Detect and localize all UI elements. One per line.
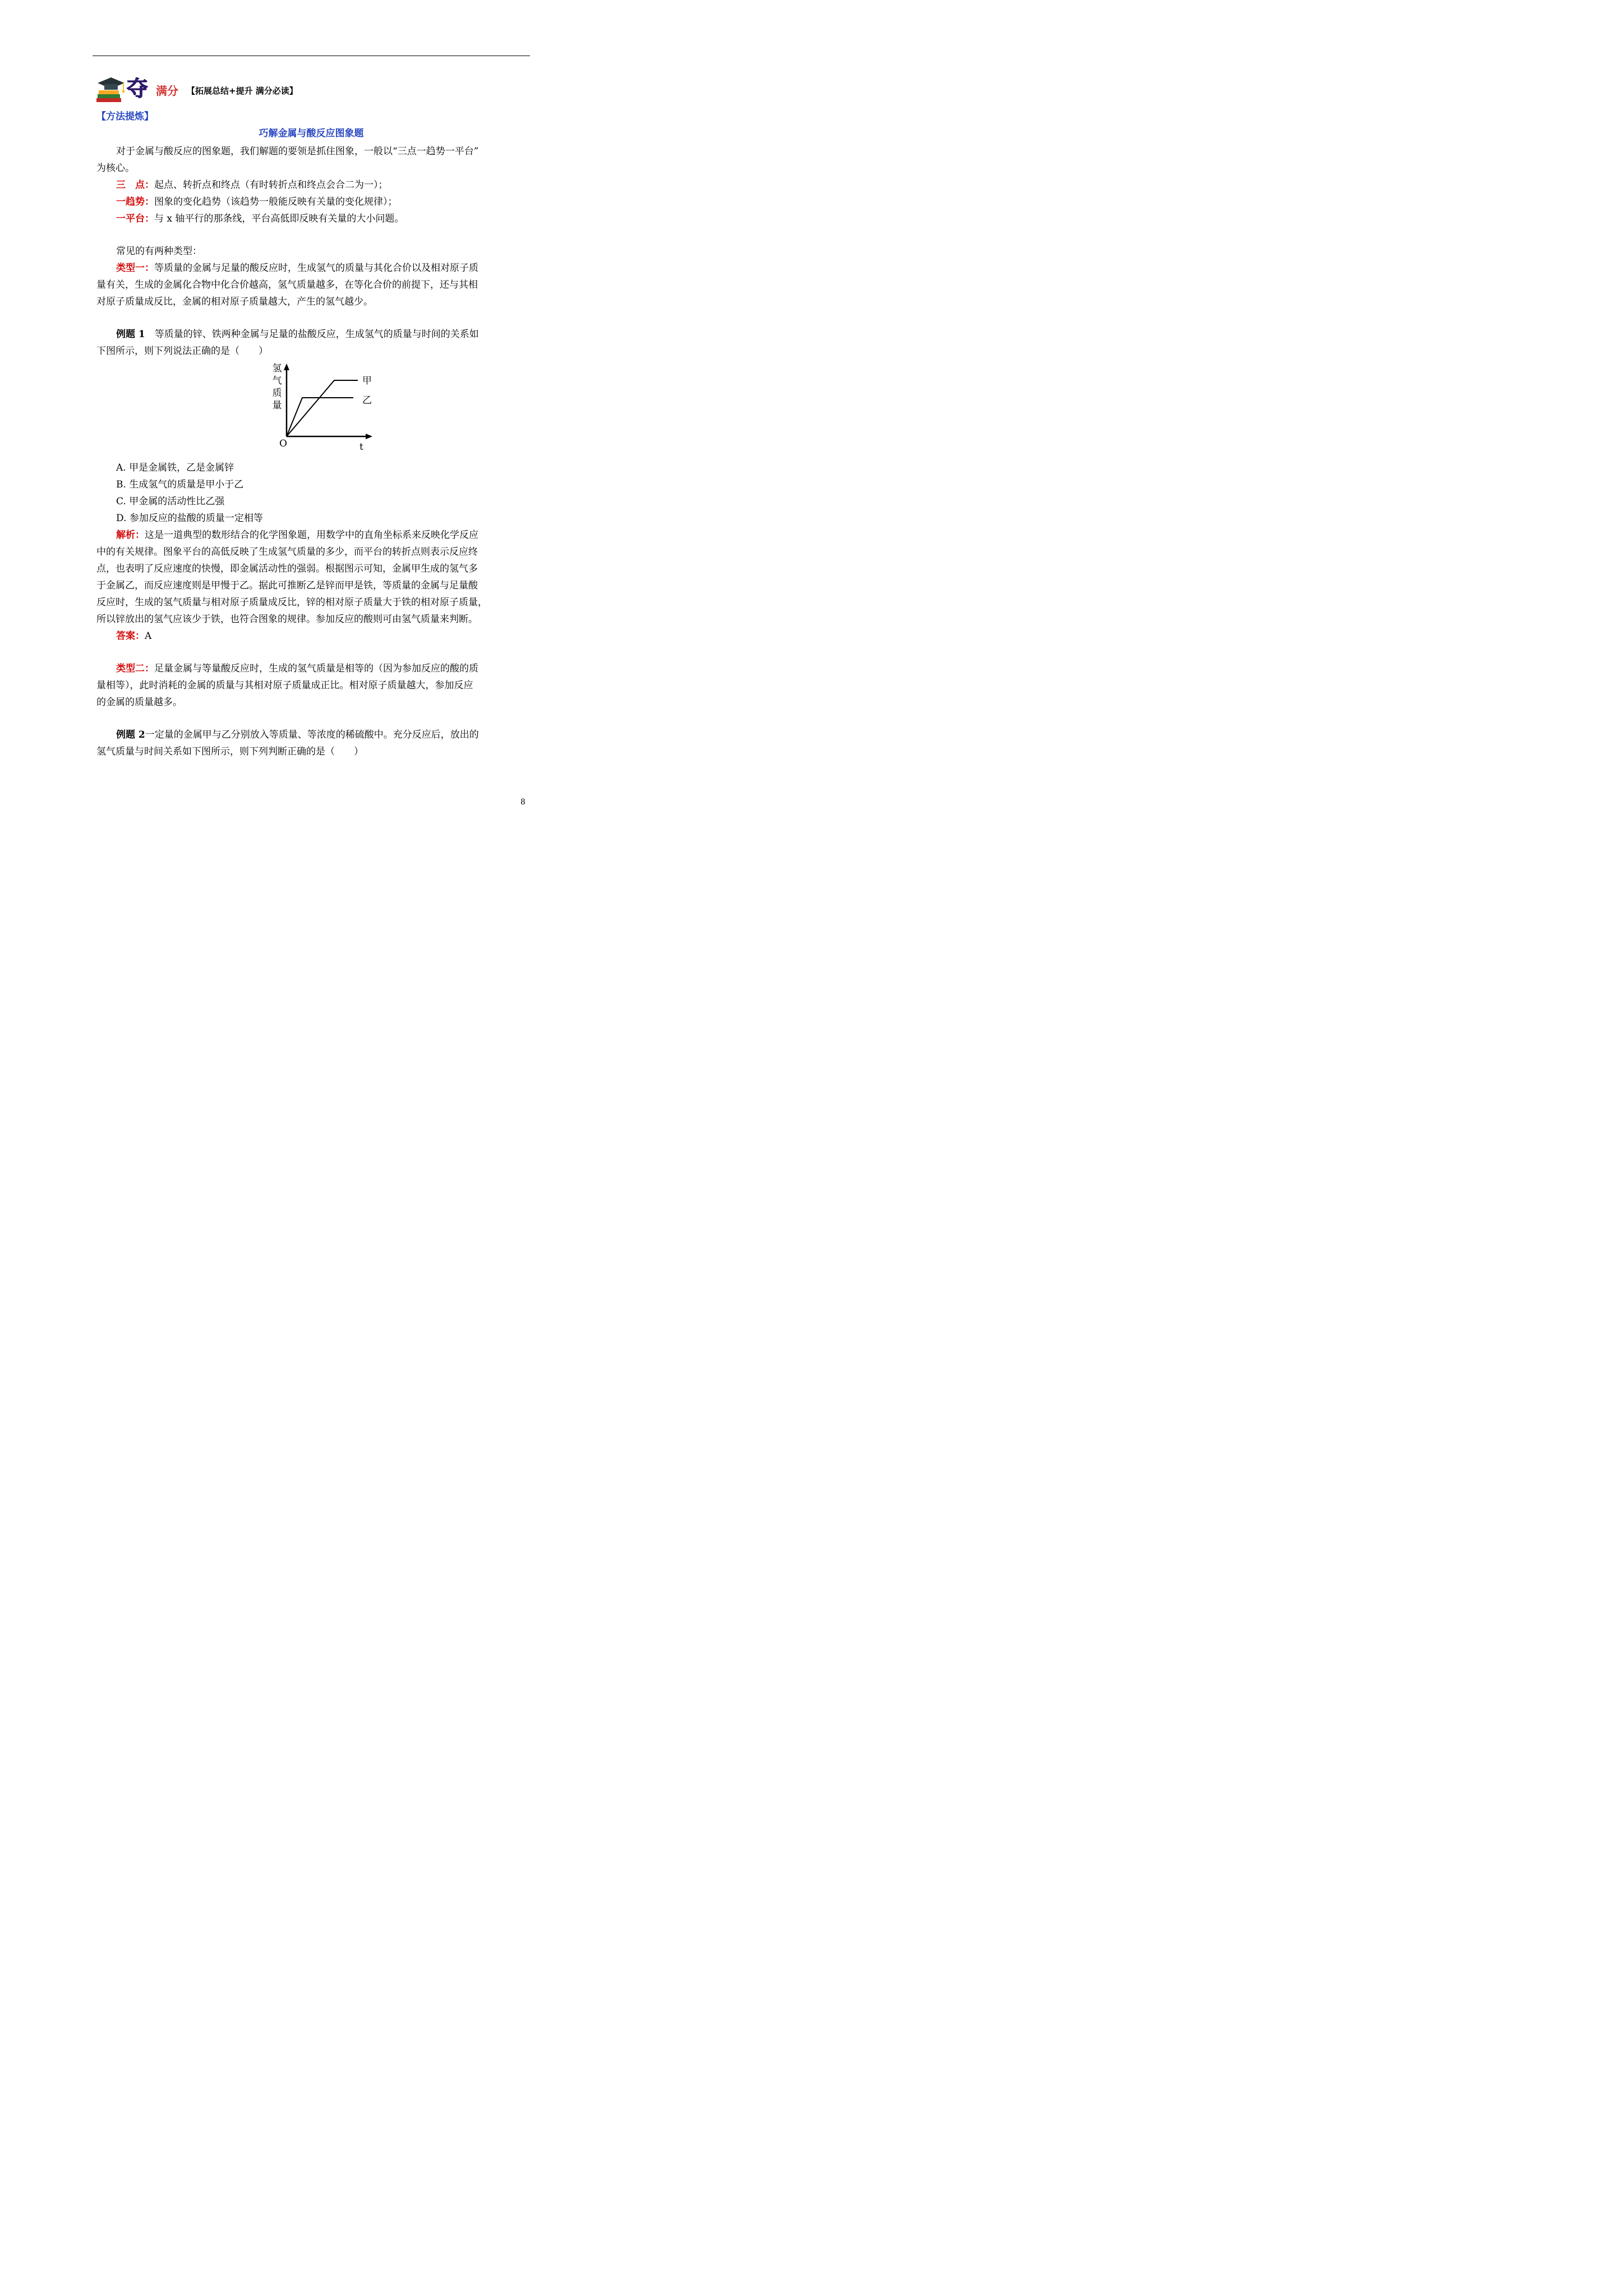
page-number: 8 [520,798,525,807]
manfen-banner [95,75,331,104]
series-line-yi [287,398,353,436]
hydrogen-mass-chart [264,360,376,455]
point-text: 图象的变化趋势（该趋势一般能反映有关量的变化规律）； [154,196,398,208]
x-axis-label: t [359,441,363,453]
point-row-3 [116,213,404,224]
option-a: A. 甲是金属铁，乙是金属锌 [116,462,234,473]
x-axis-arrow [366,434,372,439]
analysis-line-6: 所以锌放出的氢气应该少于铁，也符合图象的规律。参加反应的酸则可由氢气质量来判断。 [96,614,478,625]
analysis-line-3: 点，也表明了反应速度的快慢，即金属活动性的强弱。根据图示可知，金属甲生成的氢气多 [96,563,478,574]
type2-line-1 [116,663,478,674]
analysis-line-2: 中的有关规律。图象平台的高低反映了生成氢气质量的多少，而平台的转折点则表示反应终 [96,546,478,558]
answer-value: A [145,631,152,642]
analysis-text: 这是一道典型的数形结合的化学图象题，用数学中的直角坐标系来反映化学反应 [145,530,478,541]
type2-line-3: 的金属的质量越多。 [96,697,182,708]
series-label-jia: 甲 [362,375,372,386]
point-label: 三 点： [116,180,154,191]
analysis-line-5: 反应时，生成的氢气质量与相对原子质量成反比，锌的相对原子质量大于铁的相对原子质量， [96,597,487,608]
logo-word: 夺 [127,76,149,101]
option-c: C. 甲金属的活动性比乙强 [116,496,225,507]
point-label: 一平台： [116,213,154,224]
intro-line-1: 对于金属与酸反应的图象题，我们解题的要领是抓住图象，一般以“三点一趋势一平台” [116,146,479,157]
example1-line-1 [116,329,479,340]
y-axis-label-char: 氢 [272,363,282,374]
example2-line-1 [116,729,479,740]
y-axis-label-char: 质 [272,388,282,399]
section-label: 【方法提炼】 [96,111,154,122]
answer-row [116,631,151,642]
point-text: 起点、转折点和终点（有时转折点和终点会合二为一）； [154,180,388,191]
example1-label: 例题 1 [116,329,145,340]
point-row-1 [116,180,388,191]
type1-line-2: 量有关，生成的金属化合物中化合价越高，氢气质量越多，在等化合价的前提下，还与其相 [96,279,478,291]
series-label-yi: 乙 [362,395,372,406]
analysis-line-1 [116,530,478,541]
point-label: 一趋势： [116,196,154,208]
type1-line-3: 对原子质量成反比，金属的相对原子质量越大，产生的氢气越少。 [96,296,373,307]
logo-sub: 满分 [156,84,178,98]
banner-note: 【拓展总结+提升 满分必读】 [187,86,298,96]
origin-label: O [279,438,287,449]
common-types: 常见的有两种类型： [116,246,202,257]
analysis-line-4: 于金属乙，而反应速度则是甲慢于乙。据此可推断乙是锌而甲是铁，等质量的金属与足量酸 [96,580,478,591]
y-axis-label-char: 气 [272,375,282,386]
type2-line-2: 量相等），此时消耗的金属的质量与其相对原子质量成正比。相对原子质量越大，参加反应 [96,680,473,691]
type1-line-1 [116,263,478,274]
y-axis-arrow [284,364,289,370]
series-line-jia [287,380,358,436]
analysis-label: 解析： [116,530,145,541]
intro-line-2: 为核心。 [96,163,135,174]
graduation-cap-books-icon [95,75,127,104]
example1-line-2: 下图所示，则下列说法正确的是（ ） [96,346,268,357]
type2-text: 足量金属与等量酸反应时，生成的氢气质量是相等的（因为参加反应的酸的质 [154,663,478,674]
option-d: D. 参加反应的盐酸的质量一定相等 [116,513,263,524]
example2-label: 例题 2 [116,729,145,740]
point-text: 与 x 轴平行的那条线，平台高低即反映有关量的大小问题。 [154,213,404,224]
page-title: 巧解金属与酸反应图象题 [259,128,364,139]
example2-text: 一定量的金属甲与乙分别放入等质量、等浓度的稀硫酸中。充分反应后，放出的 [145,729,479,740]
y-axis-label-char: 量 [272,400,282,411]
example1-text: 等质量的锌、铁两种金属与足量的盐酸反应，生成氢气的质量与时间的关系如 [145,329,479,340]
type2-label: 类型二： [116,663,154,674]
answer-label: 答案： [116,631,145,642]
type1-label: 类型一： [116,263,154,274]
type1-text: 等质量的金属与足量的酸反应时，生成氢气的质量与其化合价以及相对原子质 [154,263,478,274]
point-row-2 [116,196,398,208]
example2-line-2: 氢气质量与时间关系如下图所示，则下列判断正确的是（ ） [96,746,363,757]
option-b: B. 生成氢气的质量是甲小于乙 [116,479,244,490]
